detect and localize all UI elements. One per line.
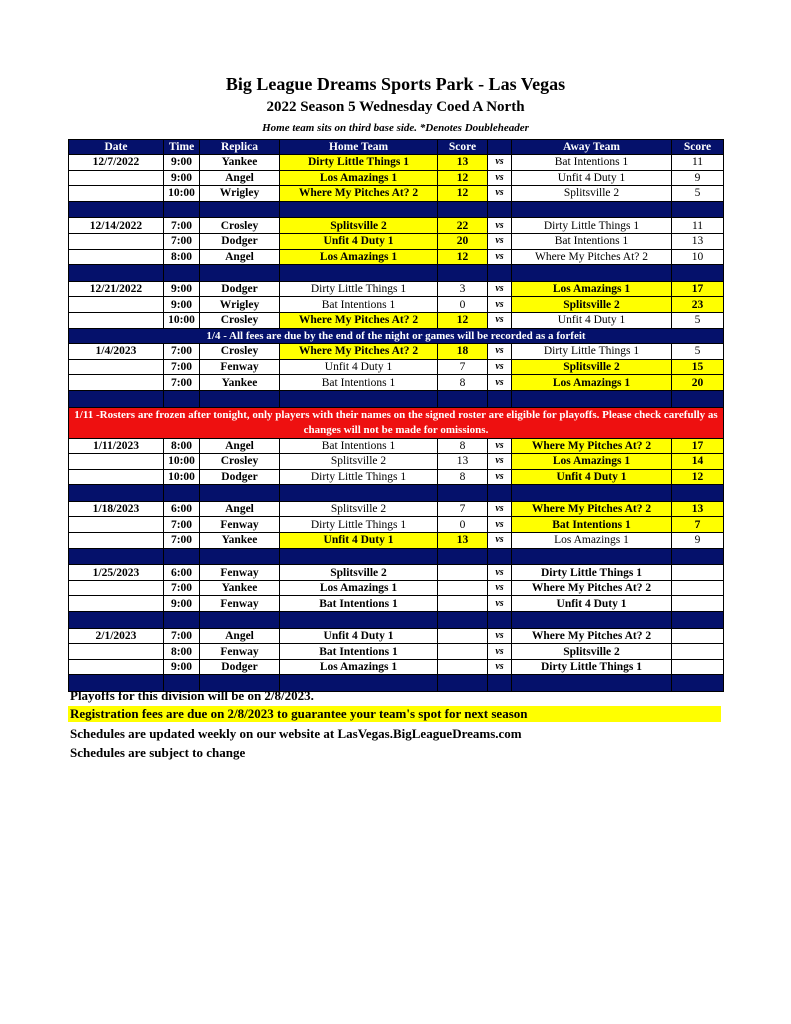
- table-header-row: [69, 140, 724, 155]
- home-score: [438, 580, 488, 596]
- col-header-away-team: Away Team: [512, 140, 672, 155]
- registration-note: Registration fees are due on 2/8/2023 to guarantee your team's spot for next season: [68, 706, 721, 722]
- game-field: Wrigley: [200, 186, 280, 202]
- game-field: Dodger: [200, 233, 280, 249]
- game-row: [69, 312, 724, 328]
- home-team: Bat Intentions 1: [280, 375, 438, 391]
- separator-cell: [488, 201, 512, 218]
- separator-cell: [200, 201, 280, 218]
- separator-cell: [280, 485, 438, 502]
- home-score: 0: [438, 297, 488, 313]
- game-time: 10:00: [164, 469, 200, 485]
- home-team: Los Amazings 1: [280, 659, 438, 675]
- away-score: 17: [672, 281, 724, 297]
- home-score: 12: [438, 249, 488, 265]
- vs-label: vs: [488, 565, 512, 581]
- separator-cell: [488, 485, 512, 502]
- separator-cell: [512, 201, 672, 218]
- away-team: Where My Pitches At? 2: [512, 249, 672, 265]
- separator-cell: [280, 265, 438, 282]
- away-score: [672, 565, 724, 581]
- vs-label: vs: [488, 218, 512, 234]
- separator-cell: [488, 390, 512, 407]
- away-team: Splitsville 2: [512, 297, 672, 313]
- game-time: 7:00: [164, 533, 200, 549]
- home-score: 3: [438, 281, 488, 297]
- away-score: [672, 596, 724, 612]
- game-row: [69, 469, 724, 485]
- away-score: [672, 580, 724, 596]
- game-date: 12/21/2022: [69, 281, 164, 297]
- game-row: [69, 501, 724, 517]
- away-team: Splitsville 2: [512, 186, 672, 202]
- vs-label: vs: [488, 233, 512, 249]
- week-separator: [69, 201, 724, 218]
- away-score: 13: [672, 233, 724, 249]
- week-separator: [69, 612, 724, 629]
- game-row: [69, 438, 724, 454]
- home-team: Los Amazings 1: [280, 170, 438, 186]
- away-score: [672, 628, 724, 644]
- home-score: 8: [438, 375, 488, 391]
- away-score: 20: [672, 375, 724, 391]
- separator-cell: [488, 675, 512, 692]
- vs-label: vs: [488, 438, 512, 454]
- away-score: 17: [672, 438, 724, 454]
- game-time: 7:00: [164, 359, 200, 375]
- separator-cell: [69, 265, 164, 282]
- separator-cell: [280, 390, 438, 407]
- home-score: 12: [438, 170, 488, 186]
- vs-label: vs: [488, 580, 512, 596]
- col-header-date: Date: [69, 140, 164, 155]
- separator-cell: [438, 201, 488, 218]
- away-score: 15: [672, 359, 724, 375]
- home-team: Where My Pitches At? 2: [280, 344, 438, 360]
- away-score: 5: [672, 186, 724, 202]
- schedule-table: [68, 139, 724, 692]
- game-date: [69, 170, 164, 186]
- away-score: 23: [672, 297, 724, 313]
- game-date: 12/14/2022: [69, 218, 164, 234]
- game-field: Crosley: [200, 344, 280, 360]
- game-time: 9:00: [164, 281, 200, 297]
- game-time: 10:00: [164, 186, 200, 202]
- home-team: Bat Intentions 1: [280, 644, 438, 660]
- away-team: Los Amazings 1: [512, 533, 672, 549]
- col-header-vs: [488, 140, 512, 155]
- away-team: Dirty Little Things 1: [512, 344, 672, 360]
- game-time: 7:00: [164, 628, 200, 644]
- game-time: 9:00: [164, 297, 200, 313]
- game-time: 10:00: [164, 312, 200, 328]
- separator-cell: [164, 485, 200, 502]
- separator-cell: [280, 201, 438, 218]
- col-header-time: Time: [164, 140, 200, 155]
- separator-cell: [512, 548, 672, 565]
- game-date: [69, 375, 164, 391]
- website-note: Schedules are updated weekly on our website at LasVegas.BigLeagueDreams.com: [70, 726, 522, 741]
- vs-label: vs: [488, 249, 512, 265]
- game-field: Dodger: [200, 469, 280, 485]
- separator-cell: [512, 675, 672, 692]
- col-header-away-score: Score: [672, 140, 724, 155]
- home-team: Dirty Little Things 1: [280, 281, 438, 297]
- separator-cell: [164, 390, 200, 407]
- away-score: 5: [672, 312, 724, 328]
- game-time: 8:00: [164, 438, 200, 454]
- game-field: Angel: [200, 628, 280, 644]
- game-field: Angel: [200, 170, 280, 186]
- roster-alert-row: [69, 407, 724, 438]
- home-team: Where My Pitches At? 2: [280, 312, 438, 328]
- away-score: [672, 644, 724, 660]
- game-time: 7:00: [164, 344, 200, 360]
- game-field: Yankee: [200, 375, 280, 391]
- separator-cell: [672, 265, 724, 282]
- away-score: 11: [672, 155, 724, 171]
- game-date: [69, 359, 164, 375]
- game-row: [69, 281, 724, 297]
- vs-label: vs: [488, 454, 512, 470]
- vs-label: vs: [488, 517, 512, 533]
- separator-cell: [672, 485, 724, 502]
- vs-label: vs: [488, 186, 512, 202]
- game-time: 9:00: [164, 596, 200, 612]
- vs-label: vs: [488, 297, 512, 313]
- schedule-note: Home team sits on third base side. *Denotes Doubleheader: [262, 122, 529, 134]
- away-score: 5: [672, 344, 724, 360]
- away-team: Unfit 4 Duty 1: [512, 312, 672, 328]
- home-team: Bat Intentions 1: [280, 438, 438, 454]
- separator-cell: [488, 265, 512, 282]
- game-field: Yankee: [200, 533, 280, 549]
- home-team: Los Amazings 1: [280, 580, 438, 596]
- separator-cell: [672, 390, 724, 407]
- separator-cell: [69, 485, 164, 502]
- fees-note: 1/4 - All fees are due by the end of the night or games will be recorded as a forfeit: [69, 328, 724, 344]
- away-team: Bat Intentions 1: [512, 517, 672, 533]
- playoffs-note: Playoffs for this division will be on 2/8/2023.: [70, 688, 314, 703]
- away-team: Dirty Little Things 1: [512, 218, 672, 234]
- game-field: Wrigley: [200, 297, 280, 313]
- vs-label: vs: [488, 155, 512, 171]
- separator-cell: [438, 485, 488, 502]
- game-date: [69, 644, 164, 660]
- separator-cell: [164, 612, 200, 629]
- game-field: Yankee: [200, 155, 280, 171]
- vs-label: vs: [488, 501, 512, 517]
- game-field: Crosley: [200, 218, 280, 234]
- game-date: [69, 659, 164, 675]
- home-score: [438, 644, 488, 660]
- game-row: [69, 375, 724, 391]
- home-team: Dirty Little Things 1: [280, 517, 438, 533]
- vs-label: vs: [488, 533, 512, 549]
- game-field: Fenway: [200, 359, 280, 375]
- game-time: 6:00: [164, 501, 200, 517]
- away-team: Where My Pitches At? 2: [512, 580, 672, 596]
- game-row: [69, 344, 724, 360]
- home-score: 20: [438, 233, 488, 249]
- game-time: 9:00: [164, 659, 200, 675]
- away-team: Where My Pitches At? 2: [512, 438, 672, 454]
- away-team: Dirty Little Things 1: [512, 565, 672, 581]
- away-team: Bat Intentions 1: [512, 155, 672, 171]
- away-score: 12: [672, 469, 724, 485]
- separator-cell: [438, 390, 488, 407]
- separator-cell: [672, 548, 724, 565]
- away-team: Los Amazings 1: [512, 375, 672, 391]
- away-team: Where My Pitches At? 2: [512, 628, 672, 644]
- separator-cell: [512, 485, 672, 502]
- game-field: Angel: [200, 249, 280, 265]
- separator-cell: [164, 265, 200, 282]
- game-field: Fenway: [200, 596, 280, 612]
- home-team: Los Amazings 1: [280, 249, 438, 265]
- vs-label: vs: [488, 281, 512, 297]
- vs-label: vs: [488, 659, 512, 675]
- home-score: 7: [438, 359, 488, 375]
- week-separator: [69, 265, 724, 282]
- home-team: Splitsville 2: [280, 565, 438, 581]
- separator-cell: [438, 675, 488, 692]
- game-field: Angel: [200, 438, 280, 454]
- game-date: 2/1/2023: [69, 628, 164, 644]
- fees-note-row: [69, 328, 724, 344]
- game-date: [69, 233, 164, 249]
- separator-cell: [69, 548, 164, 565]
- away-score: 11: [672, 218, 724, 234]
- game-date: [69, 312, 164, 328]
- home-team: Splitsville 2: [280, 454, 438, 470]
- roster-alert: 1/11 -Rosters are frozen after tonight, only players with their names on the signed roster are eligible for playoffs. Please check carefully as changes will not be made for omissions.: [69, 407, 724, 438]
- home-score: [438, 659, 488, 675]
- game-field: Yankee: [200, 580, 280, 596]
- separator-cell: [438, 265, 488, 282]
- game-row: [69, 359, 724, 375]
- game-row: [69, 186, 724, 202]
- separator-cell: [164, 201, 200, 218]
- home-score: [438, 596, 488, 612]
- separator-cell: [438, 548, 488, 565]
- page-title: Big League Dreams Sports Park - Las Vegas: [225, 74, 566, 94]
- game-date: [69, 249, 164, 265]
- away-score: 14: [672, 454, 724, 470]
- home-team: Dirty Little Things 1: [280, 469, 438, 485]
- game-date: 12/7/2022: [69, 155, 164, 171]
- away-score: 13: [672, 501, 724, 517]
- separator-cell: [488, 612, 512, 629]
- home-team: Splitsville 2: [280, 501, 438, 517]
- game-date: [69, 580, 164, 596]
- game-row: [69, 596, 724, 612]
- game-time: 7:00: [164, 517, 200, 533]
- game-row: [69, 644, 724, 660]
- separator-cell: [280, 612, 438, 629]
- home-team: Where My Pitches At? 2: [280, 186, 438, 202]
- away-score: 7: [672, 517, 724, 533]
- game-date: [69, 186, 164, 202]
- home-team: Unfit 4 Duty 1: [280, 628, 438, 644]
- game-field: Crosley: [200, 454, 280, 470]
- game-time: 7:00: [164, 375, 200, 391]
- away-score: 10: [672, 249, 724, 265]
- separator-cell: [672, 675, 724, 692]
- game-date: 1/11/2023: [69, 438, 164, 454]
- game-date: [69, 517, 164, 533]
- game-field: Fenway: [200, 517, 280, 533]
- separator-cell: [200, 265, 280, 282]
- separator-cell: [69, 201, 164, 218]
- game-date: [69, 469, 164, 485]
- game-date: [69, 297, 164, 313]
- col-header-home-team: Home Team: [280, 140, 438, 155]
- game-time: 8:00: [164, 644, 200, 660]
- game-row: [69, 170, 724, 186]
- game-time: 9:00: [164, 170, 200, 186]
- game-row: [69, 565, 724, 581]
- game-date: 1/18/2023: [69, 501, 164, 517]
- game-row: [69, 628, 724, 644]
- home-score: 0: [438, 517, 488, 533]
- home-team: Unfit 4 Duty 1: [280, 359, 438, 375]
- vs-label: vs: [488, 359, 512, 375]
- home-team: Bat Intentions 1: [280, 297, 438, 313]
- game-row: [69, 218, 724, 234]
- game-date: [69, 454, 164, 470]
- game-time: 7:00: [164, 218, 200, 234]
- home-score: 8: [438, 438, 488, 454]
- game-field: Angel: [200, 501, 280, 517]
- away-team: Unfit 4 Duty 1: [512, 469, 672, 485]
- game-time: 10:00: [164, 454, 200, 470]
- separator-cell: [672, 201, 724, 218]
- separator-cell: [280, 548, 438, 565]
- separator-cell: [512, 390, 672, 407]
- subject-to-change-note: Schedules are subject to change: [70, 745, 246, 760]
- vs-label: vs: [488, 170, 512, 186]
- game-time: 6:00: [164, 565, 200, 581]
- schedule-table-container: [68, 139, 723, 692]
- home-score: 13: [438, 454, 488, 470]
- home-score: 12: [438, 312, 488, 328]
- separator-cell: [200, 390, 280, 407]
- away-team: Unfit 4 Duty 1: [512, 596, 672, 612]
- schedule-body: [69, 155, 724, 692]
- away-team: Dirty Little Things 1: [512, 659, 672, 675]
- separator-cell: [69, 390, 164, 407]
- home-score: 13: [438, 533, 488, 549]
- home-score: 7: [438, 501, 488, 517]
- home-score: 12: [438, 186, 488, 202]
- game-row: [69, 580, 724, 596]
- game-field: Dodger: [200, 659, 280, 675]
- home-score: 22: [438, 218, 488, 234]
- separator-cell: [69, 612, 164, 629]
- vs-label: vs: [488, 375, 512, 391]
- home-score: 13: [438, 155, 488, 171]
- away-score: 9: [672, 170, 724, 186]
- away-team: Bat Intentions 1: [512, 233, 672, 249]
- game-field: Crosley: [200, 312, 280, 328]
- game-row: [69, 249, 724, 265]
- separator-cell: [488, 548, 512, 565]
- week-separator: [69, 390, 724, 407]
- game-date: 1/25/2023: [69, 565, 164, 581]
- game-time: 8:00: [164, 249, 200, 265]
- home-score: [438, 628, 488, 644]
- vs-label: vs: [488, 469, 512, 485]
- page-subtitle: 2022 Season 5 Wednesday Coed A North: [266, 99, 525, 115]
- vs-label: vs: [488, 312, 512, 328]
- game-row: [69, 517, 724, 533]
- game-row: [69, 533, 724, 549]
- separator-cell: [512, 612, 672, 629]
- away-team: Splitsville 2: [512, 359, 672, 375]
- vs-label: vs: [488, 628, 512, 644]
- home-team: Dirty Little Things 1: [280, 155, 438, 171]
- col-header-replica: Replica: [200, 140, 280, 155]
- game-field: Fenway: [200, 565, 280, 581]
- game-row: [69, 233, 724, 249]
- vs-label: vs: [488, 344, 512, 360]
- week-separator: [69, 485, 724, 502]
- separator-cell: [512, 265, 672, 282]
- game-date: [69, 596, 164, 612]
- game-date: 1/4/2023: [69, 344, 164, 360]
- game-date: [69, 533, 164, 549]
- separator-cell: [200, 485, 280, 502]
- game-field: Fenway: [200, 644, 280, 660]
- separator-cell: [438, 612, 488, 629]
- home-team: Bat Intentions 1: [280, 596, 438, 612]
- vs-label: vs: [488, 596, 512, 612]
- game-field: Dodger: [200, 281, 280, 297]
- away-team: Unfit 4 Duty 1: [512, 170, 672, 186]
- away-team: Los Amazings 1: [512, 454, 672, 470]
- separator-cell: [200, 612, 280, 629]
- game-time: 7:00: [164, 233, 200, 249]
- game-row: [69, 454, 724, 470]
- separator-cell: [672, 612, 724, 629]
- home-score: [438, 565, 488, 581]
- game-row: [69, 659, 724, 675]
- game-time: 7:00: [164, 580, 200, 596]
- away-score: [672, 659, 724, 675]
- week-separator: [69, 548, 724, 565]
- away-team: Where My Pitches At? 2: [512, 501, 672, 517]
- home-score: 18: [438, 344, 488, 360]
- separator-cell: [200, 548, 280, 565]
- away-team: Splitsville 2: [512, 644, 672, 660]
- game-row: [69, 297, 724, 313]
- vs-label: vs: [488, 644, 512, 660]
- away-score: 9: [672, 533, 724, 549]
- game-row: [69, 155, 724, 171]
- away-team: Los Amazings 1: [512, 281, 672, 297]
- home-score: 8: [438, 469, 488, 485]
- home-team: Splitsville 2: [280, 218, 438, 234]
- game-time: 9:00: [164, 155, 200, 171]
- separator-cell: [164, 548, 200, 565]
- col-header-home-score: Score: [438, 140, 488, 155]
- home-team: Unfit 4 Duty 1: [280, 533, 438, 549]
- home-team: Unfit 4 Duty 1: [280, 233, 438, 249]
